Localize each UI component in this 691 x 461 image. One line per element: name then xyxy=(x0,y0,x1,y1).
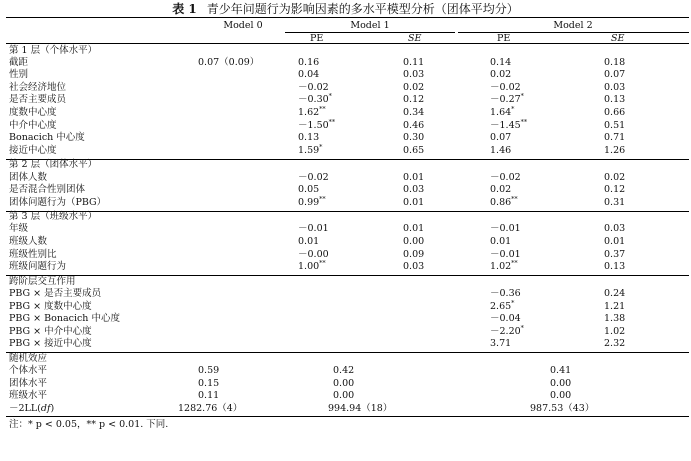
model1-pe: 0.13 xyxy=(298,132,320,144)
model1-se: 0.34 xyxy=(403,107,425,118)
model2-pe: －0.02 xyxy=(490,171,521,183)
row-label: 性别 xyxy=(9,69,29,81)
model2-se: 0.12 xyxy=(604,184,626,196)
model0-value: 0.59 xyxy=(198,365,220,376)
model2-se: 0.02 xyxy=(604,171,626,183)
model1-pe: 1.59* xyxy=(298,142,323,156)
section-title: 第 1 层（个体水平） xyxy=(9,44,98,56)
header-model0: Model 0 xyxy=(223,20,263,31)
model1-pe: 0.05 xyxy=(298,184,320,196)
model2-se: 1.02 xyxy=(604,325,626,337)
model1-se: 0.01 xyxy=(403,196,425,208)
model2-pe: －0.36 xyxy=(490,287,521,299)
section-title: 第 3 层（班级水平） xyxy=(9,211,98,223)
header-m2-se: SE xyxy=(611,33,625,44)
model1-se: 0.00 xyxy=(403,236,425,247)
header-m1-pe: PE xyxy=(310,33,324,44)
model2-se: 1.21 xyxy=(604,300,626,312)
model2-pe: 0.01 xyxy=(490,236,512,247)
header-m1-se: SE xyxy=(408,33,422,44)
row-label: 度数中心度 xyxy=(9,107,57,118)
table-title: 青少年问题行为影响因素的多水平模型分析（团体平均分） xyxy=(206,2,519,16)
model1-pe: 1.00** xyxy=(298,259,326,273)
model2-se: 0.51 xyxy=(604,119,626,131)
model1-pe: －0.02 xyxy=(298,171,329,183)
row-label: －2LL(df) xyxy=(9,402,55,414)
model1-value: 0.00 xyxy=(333,377,355,389)
model1-se: 0.01 xyxy=(403,171,425,183)
model0-value: 0.07（0.09） xyxy=(198,56,260,68)
model1-se: 0.03 xyxy=(403,261,425,273)
model1-se: 0.65 xyxy=(403,144,425,156)
row-label: 个体水平 xyxy=(9,365,48,376)
model2-se: 1.26 xyxy=(604,144,626,156)
row-label: 班级问题行为 xyxy=(9,261,67,273)
model1-pe: －0.00 xyxy=(298,248,329,260)
model2-se: 0.03 xyxy=(604,223,626,235)
model1-pe: 0.99** xyxy=(298,194,326,208)
model1-se: 0.09 xyxy=(403,248,425,260)
model1-pe: －0.01 xyxy=(298,223,329,235)
model2-se: 0.07 xyxy=(604,69,626,81)
header-model2: Model 2 xyxy=(553,20,593,31)
row-label: Bonacich 中心度 xyxy=(9,132,85,144)
model1-pe: 0.16 xyxy=(298,56,320,68)
model2-value: 0.41 xyxy=(550,365,572,376)
row-label: PBG × 度数中心度 xyxy=(9,300,92,312)
model0-value: 1282.76（4） xyxy=(178,402,243,414)
model1-value: 0.00 xyxy=(333,390,355,402)
row-label: 截距 xyxy=(9,56,29,68)
row-label: 团体问题行为（PBG） xyxy=(9,196,107,208)
model2-value: 0.00 xyxy=(550,390,572,402)
row-label: 班级性别比 xyxy=(9,248,57,260)
model1-se: 0.03 xyxy=(403,69,425,81)
model1-value: 994.94（18） xyxy=(328,402,393,414)
model1-se: 0.46 xyxy=(403,119,425,131)
model2-pe: 0.07 xyxy=(490,132,512,144)
table-note: 注：* p < 0.05，** p < 0.01. 下同. xyxy=(9,418,169,430)
model1-se: 0.11 xyxy=(403,56,425,68)
model2-se: 0.01 xyxy=(604,236,626,247)
model1-se: 0.01 xyxy=(403,223,425,235)
model2-pe: －0.27* xyxy=(490,92,524,106)
model1-se: 0.02 xyxy=(403,81,425,93)
model2-se: 0.37 xyxy=(604,248,626,260)
row-label: 中介中心度 xyxy=(9,119,57,131)
model2-pe: 0.14 xyxy=(490,56,512,68)
row-label: 团体人数 xyxy=(9,171,48,183)
model0-value: 0.11 xyxy=(198,390,220,402)
model2-se: 0.24 xyxy=(604,287,626,299)
section-rule xyxy=(6,352,689,353)
model2-pe: 1.64* xyxy=(490,104,515,118)
model2-se: 0.66 xyxy=(604,107,626,118)
model1-se: 0.03 xyxy=(403,184,425,196)
section-rule xyxy=(6,275,689,276)
row-label: PBG × 中介中心度 xyxy=(9,325,92,337)
row-label: PBG × 接近中心度 xyxy=(9,338,92,350)
section-title: 第 2 层（团体水平） xyxy=(9,159,98,171)
model0-value: 0.15 xyxy=(198,377,220,389)
row-label: 年级 xyxy=(9,223,29,235)
section-rule xyxy=(6,211,689,212)
section-title: 跨阶层交互作用 xyxy=(9,275,76,287)
model1-pe: 1.62** xyxy=(298,104,326,118)
model2-se: 1.38 xyxy=(604,313,626,325)
model2-se: 0.03 xyxy=(604,81,626,93)
model2-pe: 1.02** xyxy=(490,259,518,273)
model2-pe: 0.02 xyxy=(490,184,512,196)
model1-se: 0.30 xyxy=(403,132,425,144)
model2-pe: －0.01 xyxy=(490,248,521,260)
row-label: 是否混合性别团体 xyxy=(9,184,86,196)
model1-pe: －0.02 xyxy=(298,81,329,93)
model2-pe: －1.45** xyxy=(490,117,528,131)
row-label: 团体水平 xyxy=(9,377,48,389)
header-m2-pe: PE xyxy=(497,33,511,44)
top-rule xyxy=(6,17,689,18)
model2-pe: －2.20* xyxy=(490,323,524,337)
model2-rule xyxy=(458,32,689,33)
row-label: 班级水平 xyxy=(9,390,48,402)
model1-pe: －0.30* xyxy=(298,92,332,106)
model2-pe: 0.02 xyxy=(490,69,512,81)
model2-se: 0.18 xyxy=(604,56,626,68)
row-label: 接近中心度 xyxy=(9,144,57,156)
model2-pe: 2.65* xyxy=(490,298,515,312)
model2-se: 0.71 xyxy=(604,132,626,144)
model2-pe: －0.04 xyxy=(490,313,521,325)
model2-se: 0.13 xyxy=(604,261,626,273)
section-title: 随机效应 xyxy=(9,352,48,364)
row-label: 班级人数 xyxy=(9,236,48,247)
row-label: 社会经济地位 xyxy=(9,81,67,93)
model2-pe: －0.01 xyxy=(490,223,521,235)
model1-pe: 0.01 xyxy=(298,236,320,247)
model2-pe: －0.02 xyxy=(490,81,521,93)
row-label: PBG × 是否主要成员 xyxy=(9,287,102,299)
model2-value: 987.53（43） xyxy=(530,402,595,414)
table-number: 表 1 xyxy=(172,2,197,16)
model2-pe: 1.46 xyxy=(490,144,512,156)
model2-pe: 3.71 xyxy=(490,338,512,350)
row-label: 是否主要成员 xyxy=(9,94,67,106)
model2-value: 0.00 xyxy=(550,377,572,389)
model1-pe: 0.04 xyxy=(298,69,320,81)
section-rule xyxy=(6,416,689,417)
table-caption xyxy=(0,2,691,16)
row-label: PBG × Bonacich 中心度 xyxy=(9,313,120,325)
model1-se: 0.12 xyxy=(403,94,425,106)
section-rule xyxy=(6,43,689,44)
model2-se: 2.32 xyxy=(604,338,626,350)
model1-pe: －1.50** xyxy=(298,117,336,131)
header-model1: Model 1 xyxy=(350,20,390,31)
model1-value: 0.42 xyxy=(333,365,355,376)
model2-se: 0.13 xyxy=(604,94,626,106)
model2-se: 0.31 xyxy=(604,196,626,208)
model2-pe: 0.86** xyxy=(490,194,518,208)
section-rule xyxy=(6,159,689,160)
